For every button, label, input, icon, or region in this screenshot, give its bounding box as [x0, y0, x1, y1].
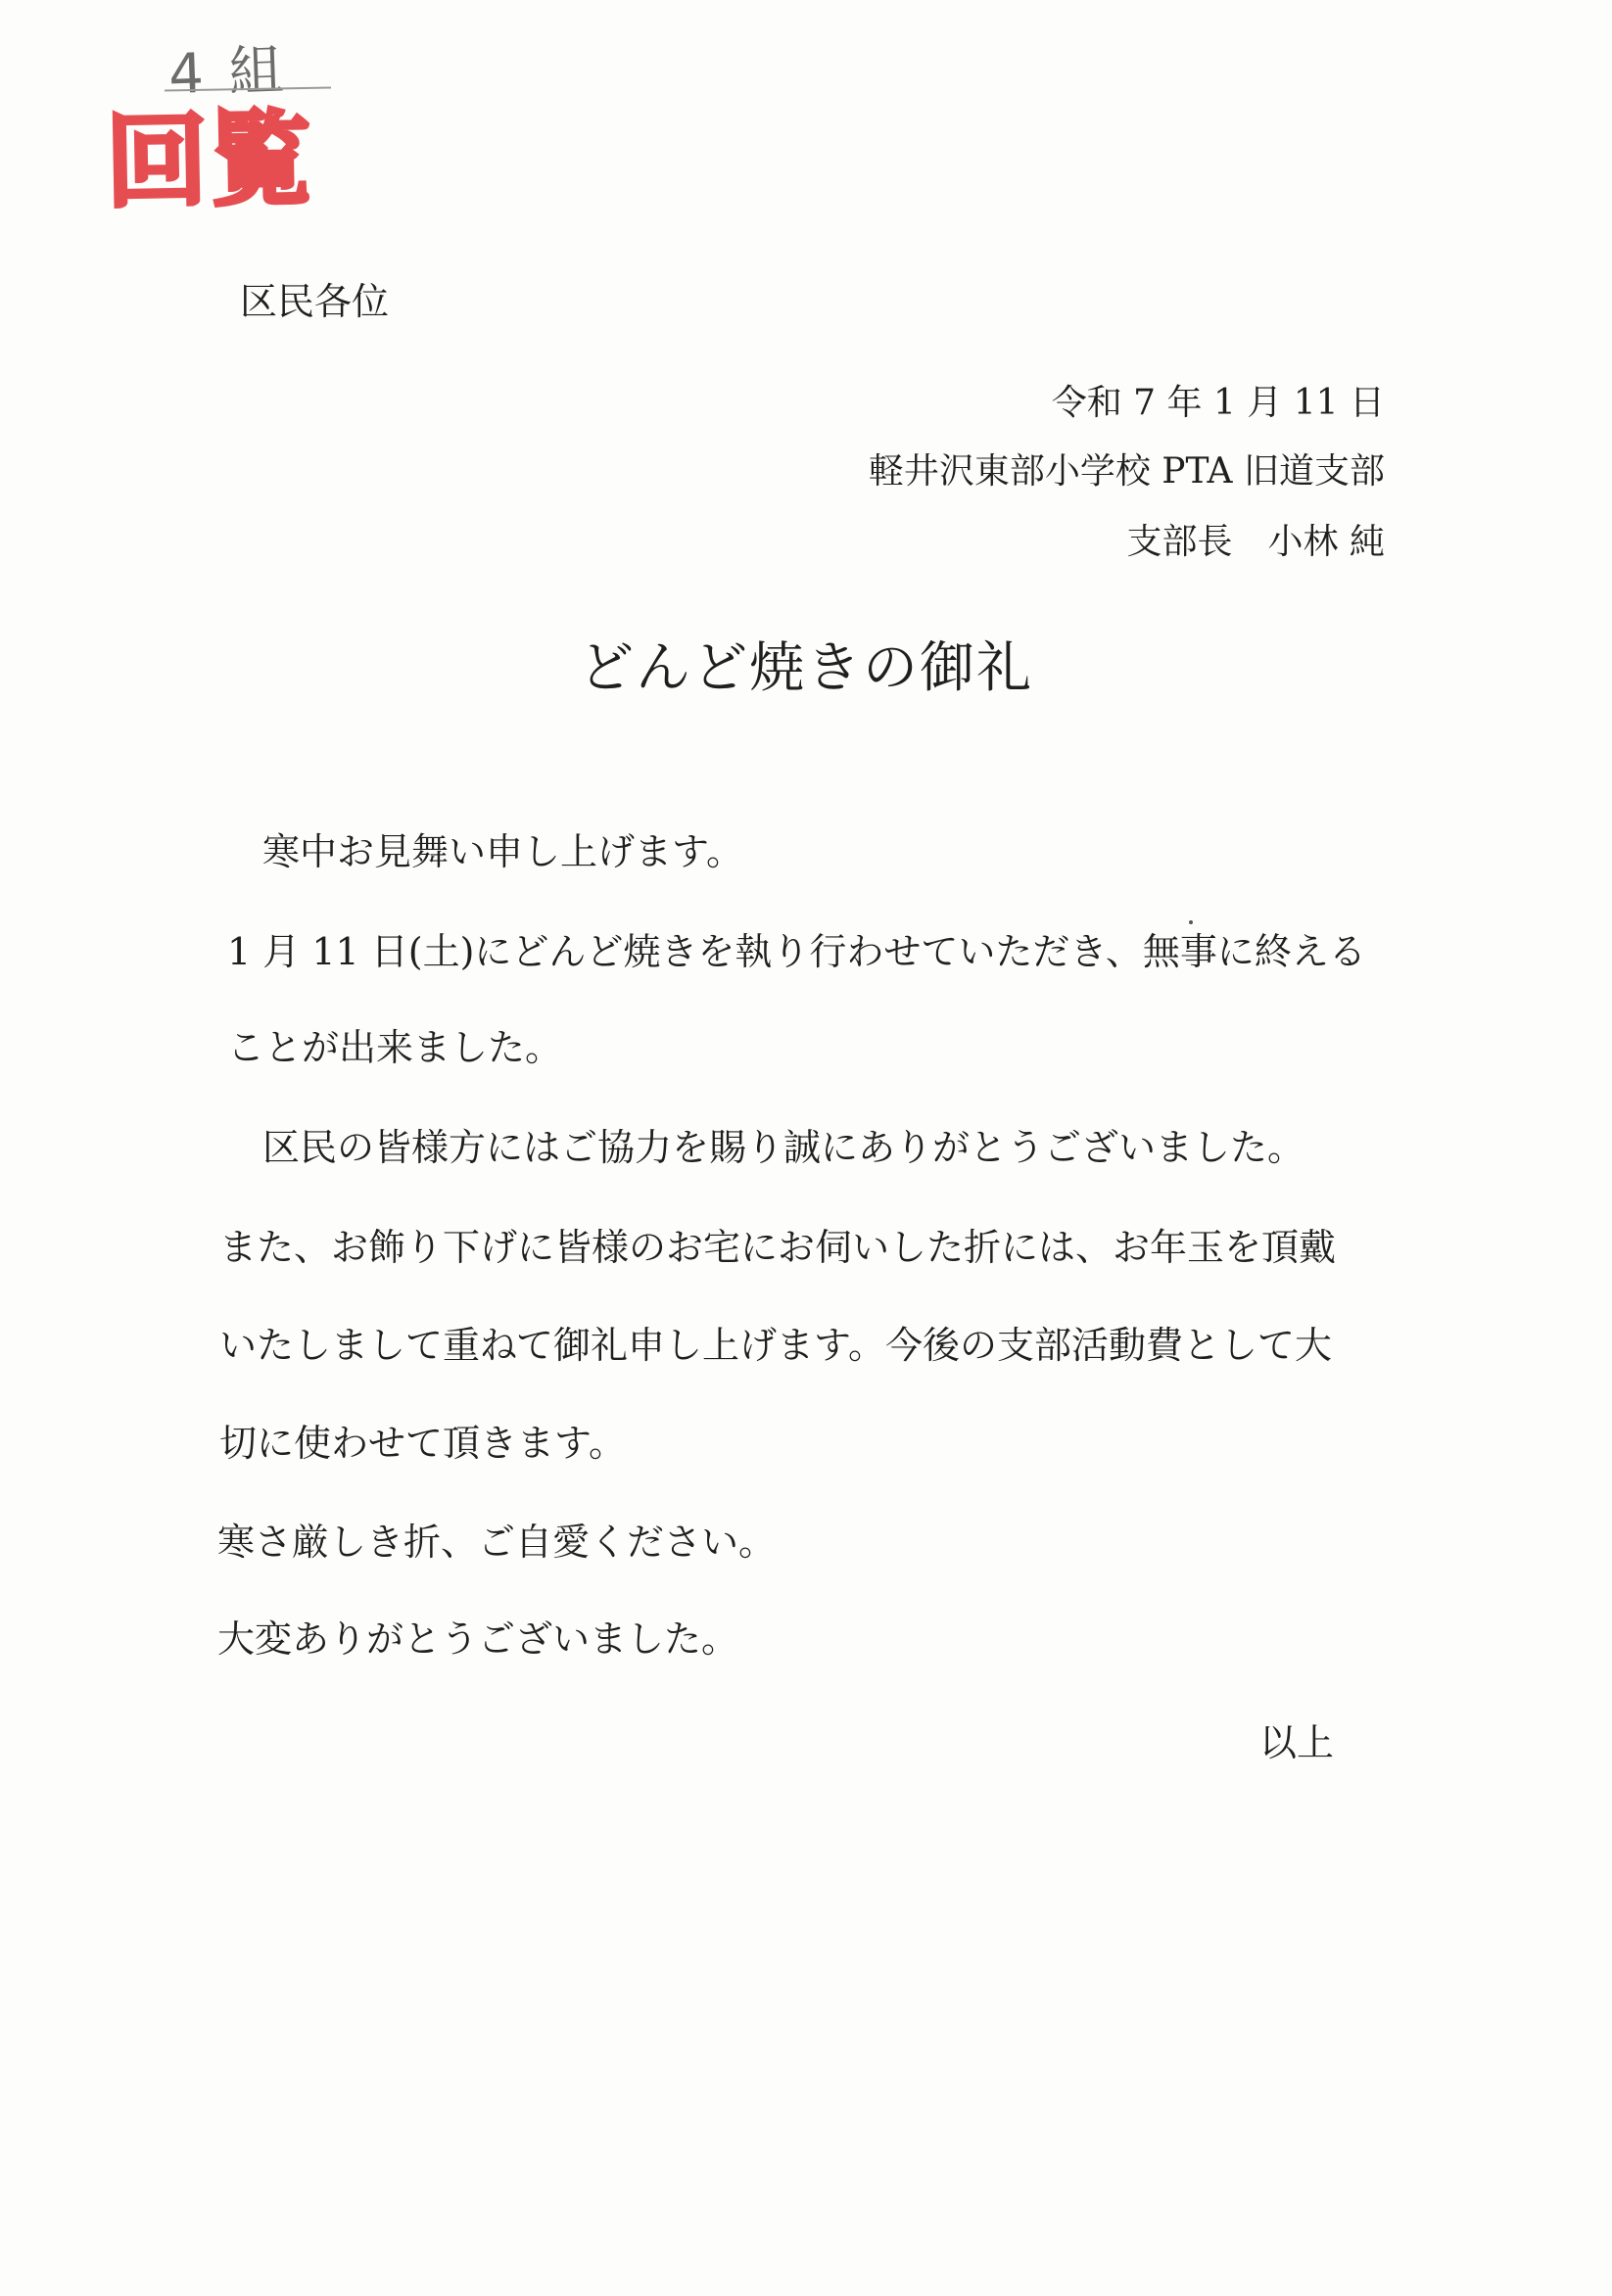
sender-organization: 軽井沢東部小学校 PTA 旧道支部 — [868, 451, 1385, 492]
body-line: 大変ありがとうございました。 — [217, 1617, 739, 1661]
body-line: いたしまして重ねて御礼申し上げます。今後の支部活動費として大 — [219, 1324, 1333, 1367]
letter-title: どんど焼きの御礼 — [579, 636, 1033, 700]
body-line: 寒さ厳しき折、ご自愛ください。 — [217, 1521, 777, 1564]
body-line: 切に使わせて頂きます。 — [219, 1422, 626, 1465]
body-line: 区民の皆様方にはご協力を賜り誠にありがとうございました。 — [262, 1126, 1305, 1169]
body-line: 寒中お見舞い申し上げます。 — [262, 830, 743, 873]
closing-mark: 以上 — [1259, 1721, 1335, 1764]
body-line: 1 月 11 日(土)にどんど焼きを執り行わせていただき、無事に終える — [227, 930, 1366, 973]
body-line: ことが出来ました。 — [227, 1026, 563, 1069]
body-line: また、お飾り下げに皆様のお宅にお伺いした折には、お年玉を頂戴 — [219, 1226, 1337, 1269]
scan-speck — [1189, 920, 1193, 924]
circulation-stamp: 回覧 — [104, 99, 315, 222]
sender-name: 支部長 小林 純 — [1126, 522, 1385, 562]
letter-date: 令和 7 年 1 月 11 日 — [1051, 383, 1385, 423]
handwritten-note: 4 組 — [167, 38, 289, 108]
addressee: 区民各位 — [240, 280, 390, 323]
